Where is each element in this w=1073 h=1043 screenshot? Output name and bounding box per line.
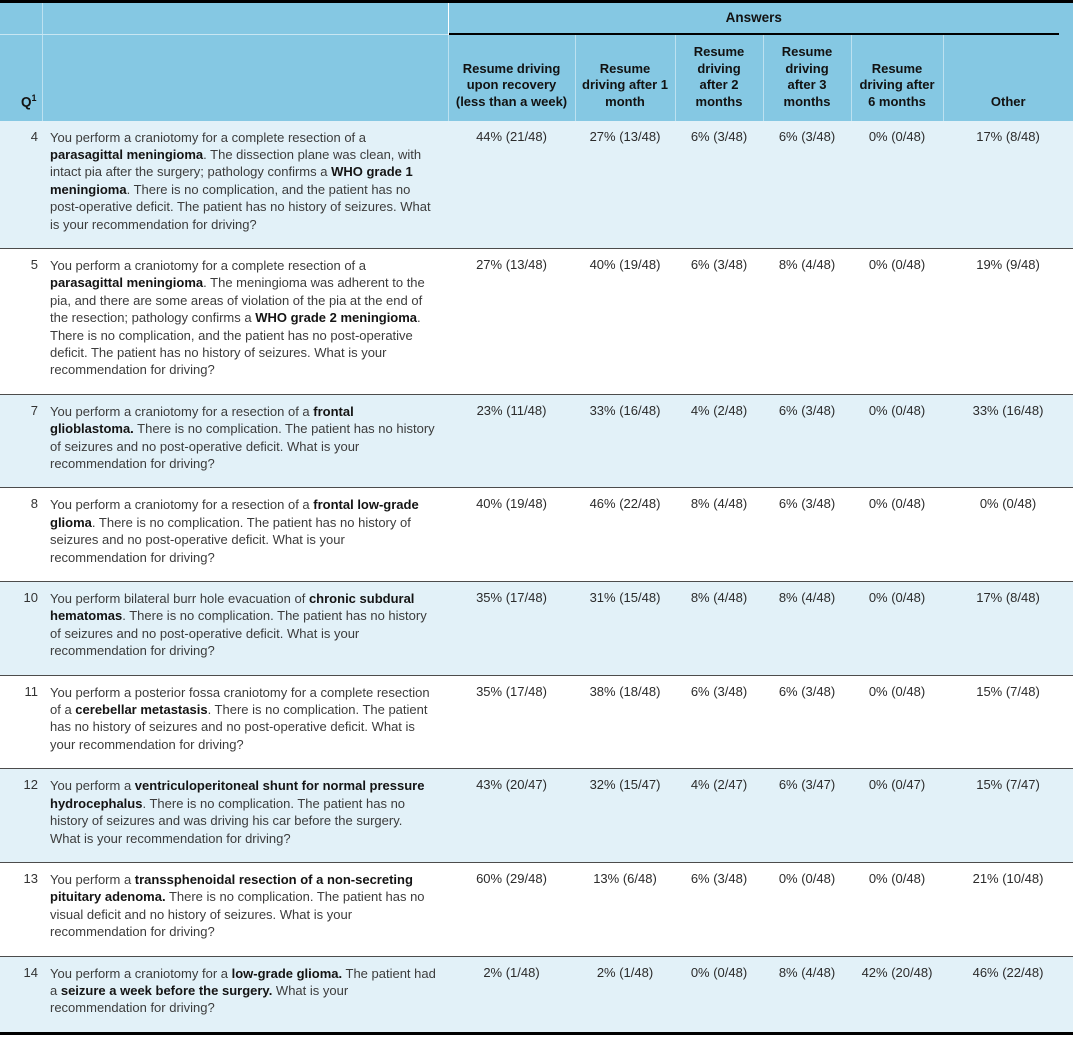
answers-spanner xyxy=(448,3,1073,35)
answer-cell: 8% (4/48) xyxy=(778,590,836,606)
question-text: You perform a craniotomy for a resection of a frontal glioblastoma. There is no complication. The patient has no history of seizures and no post-operative deficit. What is your recommendation for driving? xyxy=(50,403,435,471)
spanner-spacer-question xyxy=(42,3,448,35)
answer-cell: 4% (2/47) xyxy=(690,777,748,793)
answer-cell: 6% (3/48) xyxy=(690,870,748,886)
question-column-header xyxy=(42,35,448,121)
answer-cell: 6% (3/48) xyxy=(778,683,836,699)
q-column-header: $Q^1$ xyxy=(0,35,42,121)
column-header-resume-1-month: Resume driving after 1 month xyxy=(575,35,675,121)
question-number: 14 xyxy=(23,964,38,980)
answer-cell: 0% (0/48) xyxy=(868,128,926,144)
table-row xyxy=(0,862,1073,956)
answer-cell: 2% (1/48) xyxy=(596,964,654,980)
answer-cell: 0% (0/48) xyxy=(979,496,1037,512)
table-row xyxy=(0,488,1073,582)
answer-cell: 4% (2/48) xyxy=(690,402,748,418)
answer-cell: 6% (3/48) xyxy=(690,128,748,144)
answer-cell: 31% (15/48) xyxy=(589,590,661,606)
answer-cell: 6% (3/48) xyxy=(778,128,836,144)
answer-cell: 0% (0/48) xyxy=(868,402,926,418)
answer-cell: 35% (17/48) xyxy=(476,590,547,606)
answer-cell: 32% (15/47) xyxy=(589,777,661,793)
table-body xyxy=(0,121,1073,1032)
answers-spanner-rule xyxy=(449,33,1060,35)
answer-cell: 8% (4/48) xyxy=(778,964,836,980)
answer-cell: 17% (8/48) xyxy=(976,590,1040,606)
column-header-resume-recovery: Resume driving upon recovery (less than a week) xyxy=(448,35,575,121)
answer-cell: 15% (7/48) xyxy=(976,683,1040,699)
answer-cell: 6% (3/48) xyxy=(690,683,748,699)
question-text: You perform a craniotomy for a complete resection of a parasagittal meningioma. The meningioma was adherent to the pia, and there are some areas of violation of the pia at the end of the resection; pathology confirms a WHO grade 2 meningioma. There is no complication, and the patient has no post-operative deficit. The patient has no history of seizures. What is your recommendation for driving? xyxy=(50,257,425,378)
table-row xyxy=(0,956,1073,1032)
answer-cell: 6% (3/47) xyxy=(778,777,836,793)
question-text: You perform a craniotomy for a complete resection of a parasagittal meningioma. The dissection plane was clean, with intact pia after the surgery; pathology confirms a WHO grade 1 meningioma. There is no complication, and the patient has no post-operative deficit. The patient has no history of seizures. What is your recommendation for driving? xyxy=(50,129,431,232)
answer-cell: 40% (19/48) xyxy=(476,496,547,512)
answer-cell: 8% (4/48) xyxy=(690,590,748,606)
answer-cell: 0% (0/48) xyxy=(778,870,836,886)
answer-cell: 38% (18/48) xyxy=(589,683,661,699)
answer-cell: 0% (0/48) xyxy=(868,256,926,272)
table-row xyxy=(0,121,1073,249)
table-row xyxy=(0,769,1073,863)
answer-cell: 35% (17/48) xyxy=(476,683,547,699)
question-number: 8 xyxy=(30,496,38,512)
answer-cell: 33% (16/48) xyxy=(972,402,1044,418)
answer-cell: 17% (8/48) xyxy=(976,128,1040,144)
question-text: You perform a posterior fossa craniotomy for a complete resection of a cerebellar metastasis. There is no complication. The patient has no history of seizures and no post-operative deficit. What is your recommendation for driving? xyxy=(50,684,430,752)
question-text: You perform a craniotomy for a resection of a frontal low-grade glioma. There is no complication. The patient has no history of seizures and no post-operative deficit. What is your recommendation for driving? xyxy=(50,497,419,565)
answer-cell: 23% (11/48) xyxy=(476,402,547,418)
answer-cell: 46% (22/48) xyxy=(972,964,1044,980)
answer-cell: 27% (13/48) xyxy=(589,128,661,144)
q-footnote-marker: 1 xyxy=(31,92,37,103)
answer-cell: 46% (22/48) xyxy=(589,496,661,512)
answer-cell: 43% (20/47) xyxy=(476,777,547,793)
column-header-other: Other xyxy=(943,35,1073,121)
answer-cell: 15% (7/47) xyxy=(976,777,1040,793)
answer-cell: 0% (0/48) xyxy=(868,496,926,512)
question-text: You perform bilateral burr hole evacuation of chronic subdural hematomas. There is no complication. The patient has no history of seizures and no post-operative deficit. What is your recommendation for driving? xyxy=(50,591,427,659)
answer-cell: 13% (6/48) xyxy=(593,870,657,886)
answer-cell: 21% (10/48) xyxy=(972,870,1044,886)
answer-cell: 6% (3/48) xyxy=(778,402,836,418)
table-row xyxy=(0,675,1073,769)
answer-cell: 60% (29/48) xyxy=(476,870,547,886)
answer-cell: 33% (16/48) xyxy=(589,402,661,418)
question-number: 11 xyxy=(24,683,38,699)
answers-spanner-label: Answers xyxy=(725,10,782,26)
table-row xyxy=(0,394,1073,488)
column-header-resume-6-months: Resume driving after 6 months xyxy=(851,35,943,121)
table-header xyxy=(0,3,1073,121)
question-text: You perform a craniotomy for a low-grade glioma. The patient had a seizure a week before the surgery. What is your recommendation for driving? xyxy=(50,965,436,1016)
answer-cell: 44% (21/48) xyxy=(476,128,547,144)
answer-cell: 0% (0/48) xyxy=(868,870,926,886)
question-number: 12 xyxy=(23,777,38,793)
answer-cell: 0% (0/48) xyxy=(868,683,926,699)
answer-cell: 19% (9/48) xyxy=(976,256,1040,272)
question-number: 7 xyxy=(30,402,38,418)
answer-cell: 40% (19/48) xyxy=(589,256,661,272)
question-number: 4 xyxy=(30,128,38,144)
table-row xyxy=(0,248,1073,394)
question-number: 5 xyxy=(30,256,38,272)
answer-cell: 8% (4/48) xyxy=(778,256,836,272)
column-header-resume-2-months: Resume driving after 2 months xyxy=(675,35,763,121)
spanner-spacer-q xyxy=(0,3,42,35)
answer-cell: 8% (4/48) xyxy=(690,496,748,512)
question-text: You perform a ventriculoperitoneal shunt for normal pressure hydrocephalus. There is no complication. The patient has no history of seizures and was driving his car before the surgery. What is your recommendation for driving? xyxy=(50,778,425,846)
survey-results-table xyxy=(0,3,1073,1032)
answer-cell: 6% (3/48) xyxy=(690,256,748,272)
answer-cell: 42% (20/48) xyxy=(861,964,933,980)
answer-cell: 6% (3/48) xyxy=(778,496,836,512)
answer-cell: 0% (0/48) xyxy=(868,590,926,606)
answer-cell: 0% (0/47) xyxy=(868,777,926,793)
question-text: You perform a transsphenoidal resection of a non-secreting pituitary adenoma. There is no complication. The patient has no visual deficit and no history of seizures. What is your recommendation for driving? xyxy=(50,871,425,940)
table-row xyxy=(0,582,1073,676)
column-header-row xyxy=(0,35,1073,121)
spanner-row xyxy=(0,3,1073,35)
question-number: 10 xyxy=(23,590,38,606)
column-header-resume-3-months: Resume driving after 3 months xyxy=(763,35,851,121)
answer-cell: 0% (0/48) xyxy=(690,964,748,980)
answer-cell: 2% (1/48) xyxy=(483,964,540,980)
question-number: 13 xyxy=(23,870,38,886)
answer-cell: 27% (13/48) xyxy=(476,256,547,272)
